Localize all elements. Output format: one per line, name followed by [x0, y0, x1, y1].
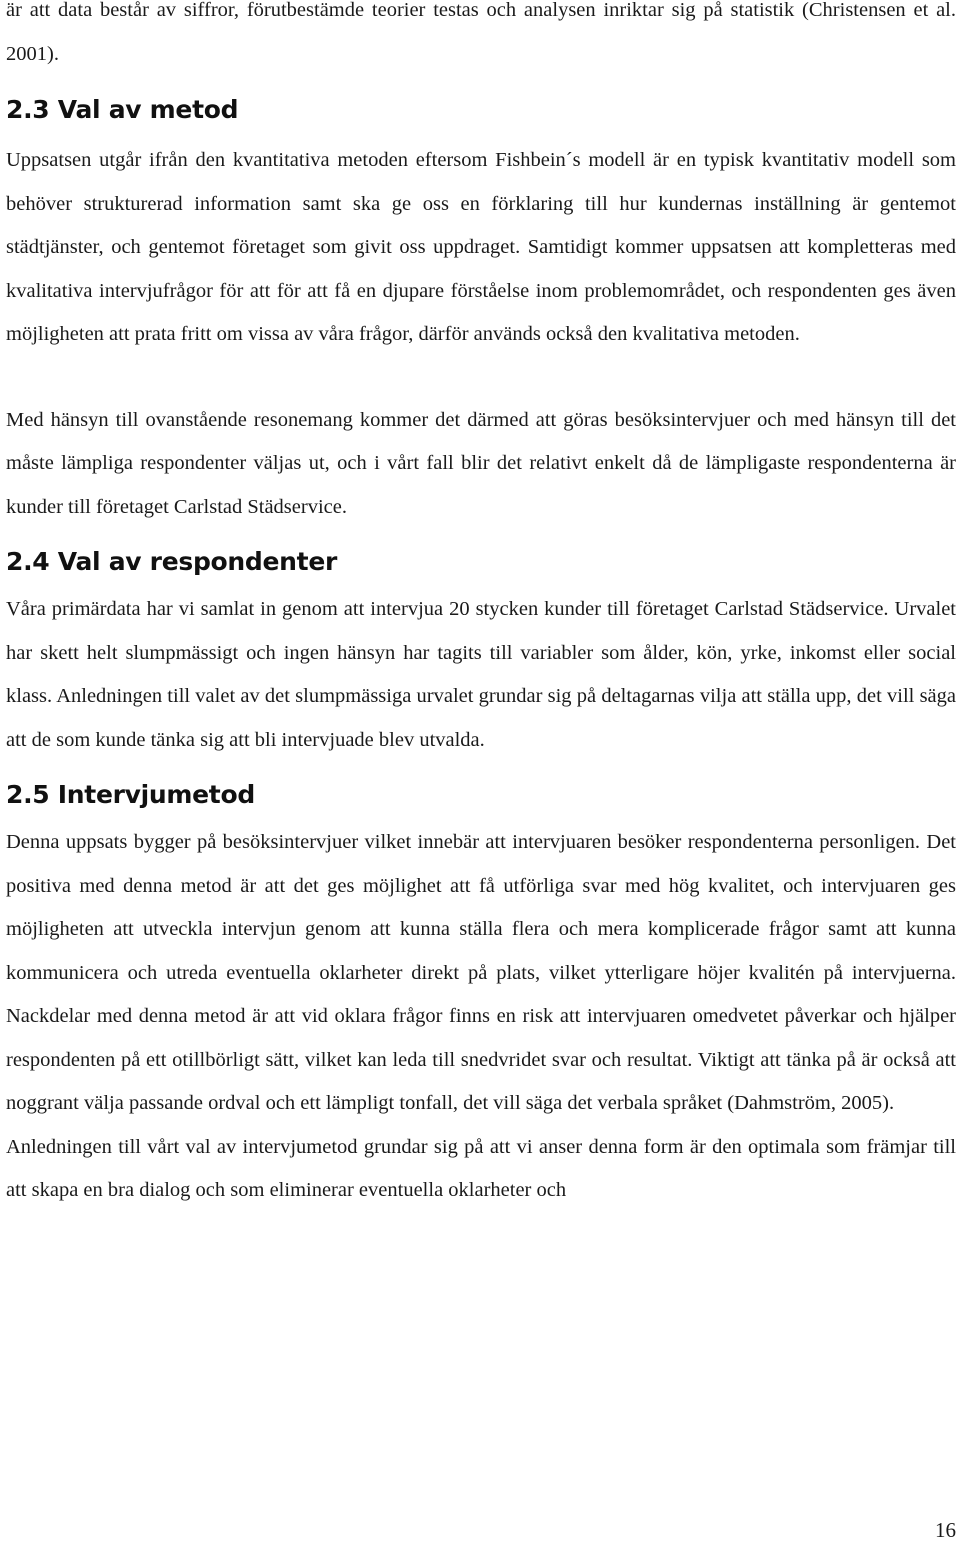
paragraph-intervjumetod: Denna uppsats bygger på besöksintervjuer vilket innebär att intervjuaren besöker respondenterna personligen. Det positiva med denna metod är att det ges möjlighet att få utförliga svar med hög kvalitet, och intervjuaren ges möjligheten att utveckla intervjun genom att kunna ställa flera och mera komplicerade frågor samt att kunna kommunicera och utreda eventuella oklarheter direkt på plats, vilket ytterligare höjer kvalitén på intervjuerna. Nackdelar med denna metod är att vid oklara frågor finns en risk att intervjuaren omedvetet påverkar och hjälper respondenten på ett otillbörligt sätt, vilket kan leda till snedvridet svar och resultat. Viktigt att tänka på är också att noggrant välja passande ordval och ett lämpligt tonfall, det vill säga det verbala språket (Dahmström, 2005).: [6, 831, 956, 1114]
heading-val-av-respondenter: 2.4 Val av respondenter: [6, 547, 338, 576]
paragraph-respondenter: Våra primärdata har vi samlat in genom att intervjua 20 stycken kunder till företaget Carlstad Städservice. Urvalet har skett helt slumpmässigt och ingen hänsyn har tagits till variabler som ålder, kön, yrke, inkomst eller social klass. Anledningen till valet av det slumpmässiga urvalet grundar sig på deltagarnas vilja att ställa upp, det vill säga att de som kunde tänka sig att bli intervjuade blev utvalda.: [6, 598, 956, 751]
heading-val-av-metod: 2.3 Val av metod: [6, 95, 239, 124]
document-page: [6, 0, 956, 1213]
paragraph-intro: är att data består av siffror, förutbestämde teorier testas och analysen inriktar sig på statistik (Christensen et al. 2001).: [6, 0, 956, 65]
page-number: 16: [935, 1518, 956, 1542]
paragraph-anledningen: Anledningen till vårt val av intervjumetod grundar sig på att vi anser denna form är den optimala som främjar till att skapa en bra dialog och som eliminerar eventuella oklarheter och: [6, 1135, 956, 1201]
heading-intervjumetod: 2.5 Intervjumetod: [6, 780, 255, 809]
paragraph-besoksintervjuer: Med hänsyn till ovanstående resonemang kommer det därmed att göras besöksintervjuer och med hänsyn till det måste lämpliga respondenter väljas ut, och i vårt fall blir det relativt enkelt då de lämpligaste respondenterna är kunder till företaget Carlstad Städservice.: [6, 408, 956, 518]
paragraph-metod: Uppsatsen utgår ifrån den kvantitativa metoden eftersom Fishbein´s modell är en typisk kvantitativ modell som behöver strukturerad information samt ska ge oss en förklaring till hur kundernas inställning är gentemot städtjänster, och gentemot företaget som givit oss uppdraget. Samtidigt kommer uppsatsen att kompletteras med kvalitativa intervjufrågor för att för att få en djupare förståelse inom problemområdet, och respondenten ges även möjligheten att prata fritt om vissa av våra frågor, därför används också den kvalitativa metoden.: [6, 149, 956, 345]
